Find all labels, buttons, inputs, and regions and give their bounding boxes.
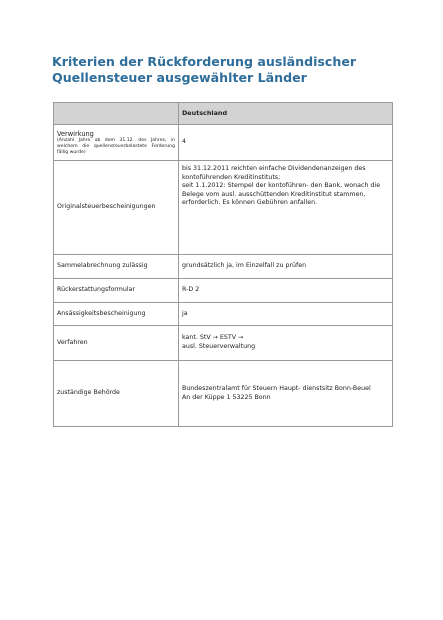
row-value: ja [179, 303, 393, 326]
row-value-line: Bundeszentralamt für Steuern Haupt- dienstsitz Bonn-Beuel [182, 384, 371, 392]
row-label: Rückerstattungsformular [54, 279, 179, 303]
table-header-row [54, 103, 393, 125]
row-label: Verfahren [54, 326, 179, 361]
row-value-cell [179, 361, 393, 427]
row-label: Verwirkung [57, 129, 94, 138]
row-label-cell [54, 125, 179, 161]
table-row-rueckerstattungsformular [54, 279, 393, 303]
criteria-table [53, 102, 393, 427]
table-row-verfahren [54, 326, 393, 361]
row-value-line: An der Küppe 1 53225 Bonn [182, 393, 271, 401]
row-value-cell [179, 326, 393, 361]
row-sublabel: (Anzahl Jahre ab dem 31.12. des Jahres, in welchem die quellensteuerbelastete Forderung fällig wurde) [57, 138, 175, 155]
header-label-cell [54, 103, 179, 125]
row-value-line: bis 31.12.2011 reichten einfache Dividendenanzeigen des kontoführenden Kreditinstituts; [182, 165, 366, 181]
document-title [52, 54, 412, 86]
row-value-line: seit 1.1.2012: Stempel der kontoführen- den Bank, wonach die Belege vom ausl. ausschüttenden Kreditinstitut stammen, erforderlich. Es können Gebühren anfallen. [182, 182, 381, 207]
row-label: Sammelabrechnung zulässig [54, 255, 179, 279]
table-row-verwirkung [54, 125, 393, 161]
row-value-cell [179, 161, 393, 255]
row-label: Originalsteuerbescheinigungen [54, 161, 179, 255]
row-value-line: ausl. Steuerverwaltung [182, 343, 256, 350]
title-line-1: Kriterien der Rückforderung ausländischer [52, 54, 357, 69]
header-country-cell: Deutschland [179, 103, 393, 125]
table-row-originalsteuerbescheinigungen [54, 161, 393, 255]
row-value: R-D 2 [179, 279, 393, 303]
row-value-line: kant. StV → ESTV → [182, 334, 244, 342]
row-label: Ansässigkeitsbescheinigung [54, 303, 179, 326]
row-label: zuständige Behörde [54, 361, 179, 427]
table-row-behoerde [54, 361, 393, 427]
title-line-2: Quellensteuer ausgewählter Länder [52, 70, 307, 85]
table-row-ansaessigkeitsbescheinigung [54, 303, 393, 326]
row-value: grundsätzlich ja, im Einzelfall zu prüfen [179, 255, 393, 279]
table-row-sammelabrechnung [54, 255, 393, 279]
row-value: 4 [179, 125, 393, 161]
